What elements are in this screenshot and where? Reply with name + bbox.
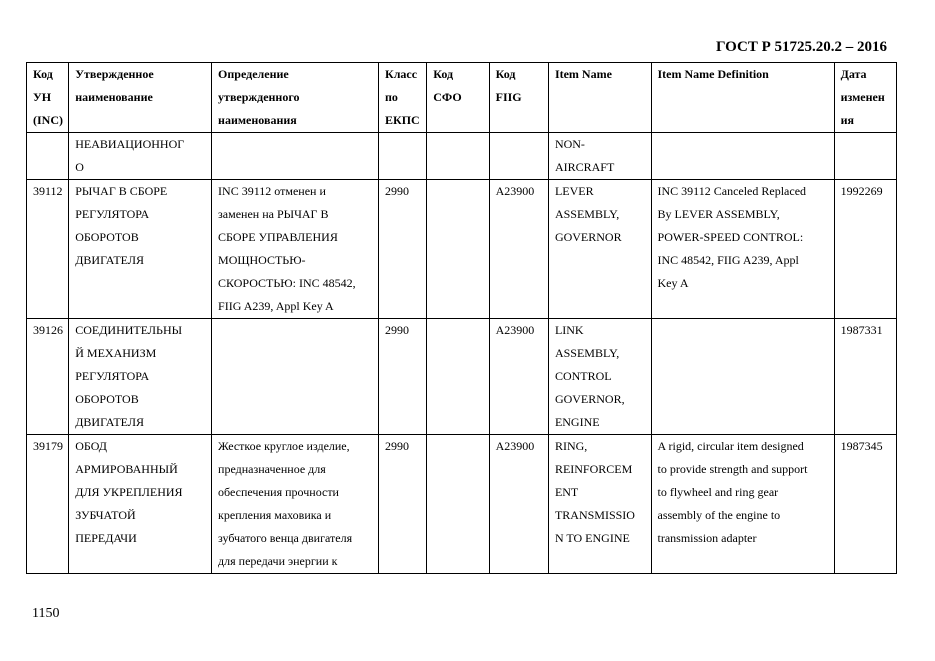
table-cell: 1987345 (834, 435, 896, 574)
table-cell: 1992269 (834, 180, 896, 319)
table-cell (427, 133, 489, 180)
table-header-row (27, 63, 897, 133)
table-cell (27, 133, 69, 180)
table-cell (651, 133, 834, 180)
table-cell: LEVER ASSEMBLY, GOVERNOR (548, 180, 651, 319)
standard-header: ГОСТ Р 51725.20.2 – 2016 (715, 39, 887, 55)
column-header-inc: Код УН (INC) (27, 63, 69, 133)
table-cell: СОЕДИНИТЕЛЬНЫ Й МЕХАНИЗМ РЕГУЛЯТОРА ОБОРОТОВ ДВИГАТЕЛЯ (69, 319, 212, 435)
table-cell (379, 133, 427, 180)
table-cell: A rigid, circular item designed to provide strength and support to flywheel and ring gear assembly of the engine to transmission adapter (651, 435, 834, 574)
table-row (27, 319, 897, 435)
table-cell: 2990 (379, 180, 427, 319)
table-cell: ОБОД АРМИРОВАННЫЙ ДЛЯ УКРЕПЛЕНИЯ ЗУБЧАТОЙ ПЕРЕДАЧИ (69, 435, 212, 574)
table-cell: A23900 (489, 180, 548, 319)
table-cell: A23900 (489, 435, 548, 574)
catalog-table (26, 62, 897, 574)
column-header-item-name: Item Name (548, 63, 651, 133)
table-row (27, 180, 897, 319)
table-cell: НЕАВИАЦИОННОГ О (69, 133, 212, 180)
table-cell: RING, REINFORCEM ENT TRANSMISSIO N TO ENGINE (548, 435, 651, 574)
table-cell: INC 39112 Canceled Replaced By LEVER ASSEMBLY, POWER-SPEED CONTROL: INC 48542, FIIG A239, Appl Key A (651, 180, 834, 319)
column-header-item-name-definition: Item Name Definition (651, 63, 834, 133)
table-cell: NON- AIRCRAFT (548, 133, 651, 180)
table-cell (834, 133, 896, 180)
table-row (27, 133, 897, 180)
table-cell: РЫЧАГ В СБОРЕ РЕГУЛЯТОРА ОБОРОТОВ ДВИГАТЕЛЯ (69, 180, 212, 319)
table-cell (427, 180, 489, 319)
table-cell: LINK ASSEMBLY, CONTROL GOVERNOR, ENGINE (548, 319, 651, 435)
column-header-approved-name: Утвержденное наименование (69, 63, 212, 133)
table-cell (489, 133, 548, 180)
table-cell (212, 319, 379, 435)
table-row (27, 435, 897, 574)
table-cell (427, 435, 489, 574)
table-cell: INC 39112 отменен и заменен на РЫЧАГ В СБОРЕ УПРАВЛЕНИЯ МОЩНОСТЬЮ- СКОРОСТЬЮ: INC 48542, FIIG A239, Appl Key A (212, 180, 379, 319)
table-cell (212, 133, 379, 180)
column-header-sfo-code: Код СФО (427, 63, 489, 133)
table-cell: 39126 (27, 319, 69, 435)
table-cell (427, 319, 489, 435)
table-cell: A23900 (489, 319, 548, 435)
table-cell: 2990 (379, 319, 427, 435)
table-cell (651, 319, 834, 435)
table-cell: 39112 (27, 180, 69, 319)
column-header-definition: Определение утвержденного наименования (212, 63, 379, 133)
page-number: 1150 (32, 606, 60, 621)
table-cell: 1987331 (834, 319, 896, 435)
column-header-class: Класс по ЕКПС (379, 63, 427, 133)
column-header-change-date: Дата изменен ия (834, 63, 896, 133)
table-cell: 39179 (27, 435, 69, 574)
column-header-fiig-code: Код FIIG (489, 63, 548, 133)
table-cell: 2990 (379, 435, 427, 574)
table-cell: Жесткое круглое изделие, предназначенное для обеспечения прочности крепления маховика и зубчатого венца двигателя для передачи энергии к (212, 435, 379, 574)
